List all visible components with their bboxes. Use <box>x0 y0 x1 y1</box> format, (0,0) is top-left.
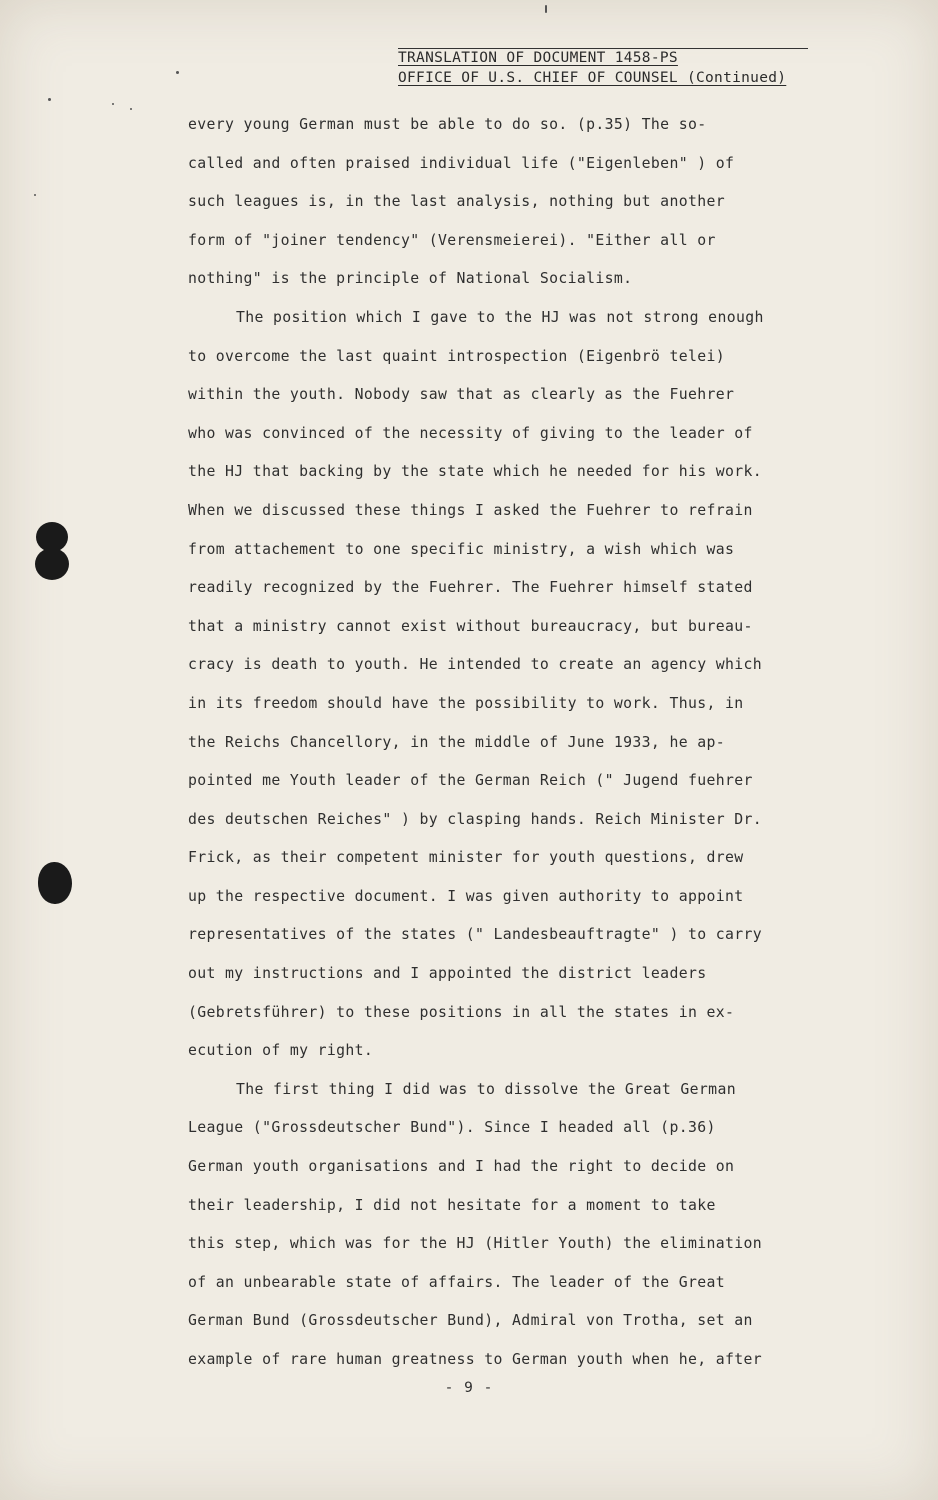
binder-hole-bottom <box>38 862 72 904</box>
body-line: of an unbearable state of affairs. The leader of the Great <box>188 1273 725 1291</box>
body-line: When we discussed these things I asked the Fuehrer to refrain <box>188 501 753 519</box>
body-line: within the youth. Nobody saw that as clearly as the Fuehrer <box>188 386 735 404</box>
body-line: German Bund (Grossdeutscher Bund), Admiral von Trotha, set an <box>188 1312 753 1330</box>
body-line: to overcome the last quaint introspection (Eigenbrö telei) <box>188 347 725 365</box>
body-line: representatives of the states (" Landesbeauftragte" ) to carry <box>188 926 763 944</box>
page-number: - 9 - <box>444 1380 494 1396</box>
body-line: that a ministry cannot exist without bureaucracy, but bureau- <box>188 617 753 635</box>
binder-hole-top-lower <box>35 548 69 580</box>
body-line: in its freedom should have the possibility to work. Thus, in <box>188 694 744 712</box>
body-line: such leagues is, in the last analysis, nothing but another <box>188 193 725 211</box>
paper-speck <box>545 5 547 13</box>
paragraph-start-line: The position which I gave to the HJ was not strong enough <box>236 308 764 326</box>
body-line: up the respective document. I was given authority to appoint <box>188 887 744 905</box>
body-line: cracy is death to youth. He intended to create an agency which <box>188 656 763 674</box>
body-line: called and often praised individual life ("Eigenleben" ) of <box>188 154 735 172</box>
document-header <box>398 48 808 88</box>
body-line: who was convinced of the necessity of giving to the leader of <box>188 424 753 442</box>
paper-speck <box>112 103 114 105</box>
paragraph-start-line: The first thing I did was to dissolve the Great German <box>236 1080 736 1098</box>
header-title: TRANSLATION OF DOCUMENT 1458-PS <box>398 50 678 66</box>
body-line: des deutschen Reiches" ) by clasping hands. Reich Minister Dr. <box>188 810 763 828</box>
body-line: form of "joiner tendency" (Verensmeierei). "Either all or <box>188 231 716 249</box>
body-line: from attachement to one specific ministry, a wish which was <box>188 540 735 558</box>
body-line: Frick, as their competent minister for youth questions, drew <box>188 849 744 867</box>
body-line: the Reichs Chancellory, in the middle of June 1933, he ap- <box>188 733 725 751</box>
paper-speck <box>48 98 51 101</box>
body-line: this step, which was for the HJ (Hitler Youth) the elimination <box>188 1235 763 1253</box>
body-line: (Gebretsführer) to these positions in all the states in ex- <box>188 1003 735 1021</box>
body-line: out my instructions and I appointed the district leaders <box>188 965 707 983</box>
paper-speck <box>176 71 179 74</box>
body-line: readily recognized by the Fuehrer. The Fuehrer himself stated <box>188 579 753 597</box>
body-line: nothing" is the principle of National Socialism. <box>188 270 633 288</box>
paper-speck <box>34 194 36 196</box>
paper-speck <box>130 108 132 110</box>
body-line: their leadership, I did not hesitate for a moment to take <box>188 1196 716 1214</box>
header-office: OFFICE OF U.S. CHIEF OF COUNSEL (Continued) <box>398 70 787 86</box>
body-line: example of rare human greatness to German youth when he, after <box>188 1351 763 1368</box>
body-line: ecution of my right. <box>188 1042 374 1060</box>
body-line: League ("Grossdeutscher Bund"). Since I headed all (p.36) <box>188 1119 716 1137</box>
body-line: pointed me Youth leader of the German Reich (" Jugend fuehrer <box>188 772 753 790</box>
body-line: every young German must be able to do so. (p.35) The so- <box>188 116 707 133</box>
body-line: German youth organisations and I had the right to decide on <box>188 1158 735 1176</box>
document-body <box>188 106 808 1380</box>
body-line: the HJ that backing by the state which he needed for his work. <box>188 463 763 481</box>
